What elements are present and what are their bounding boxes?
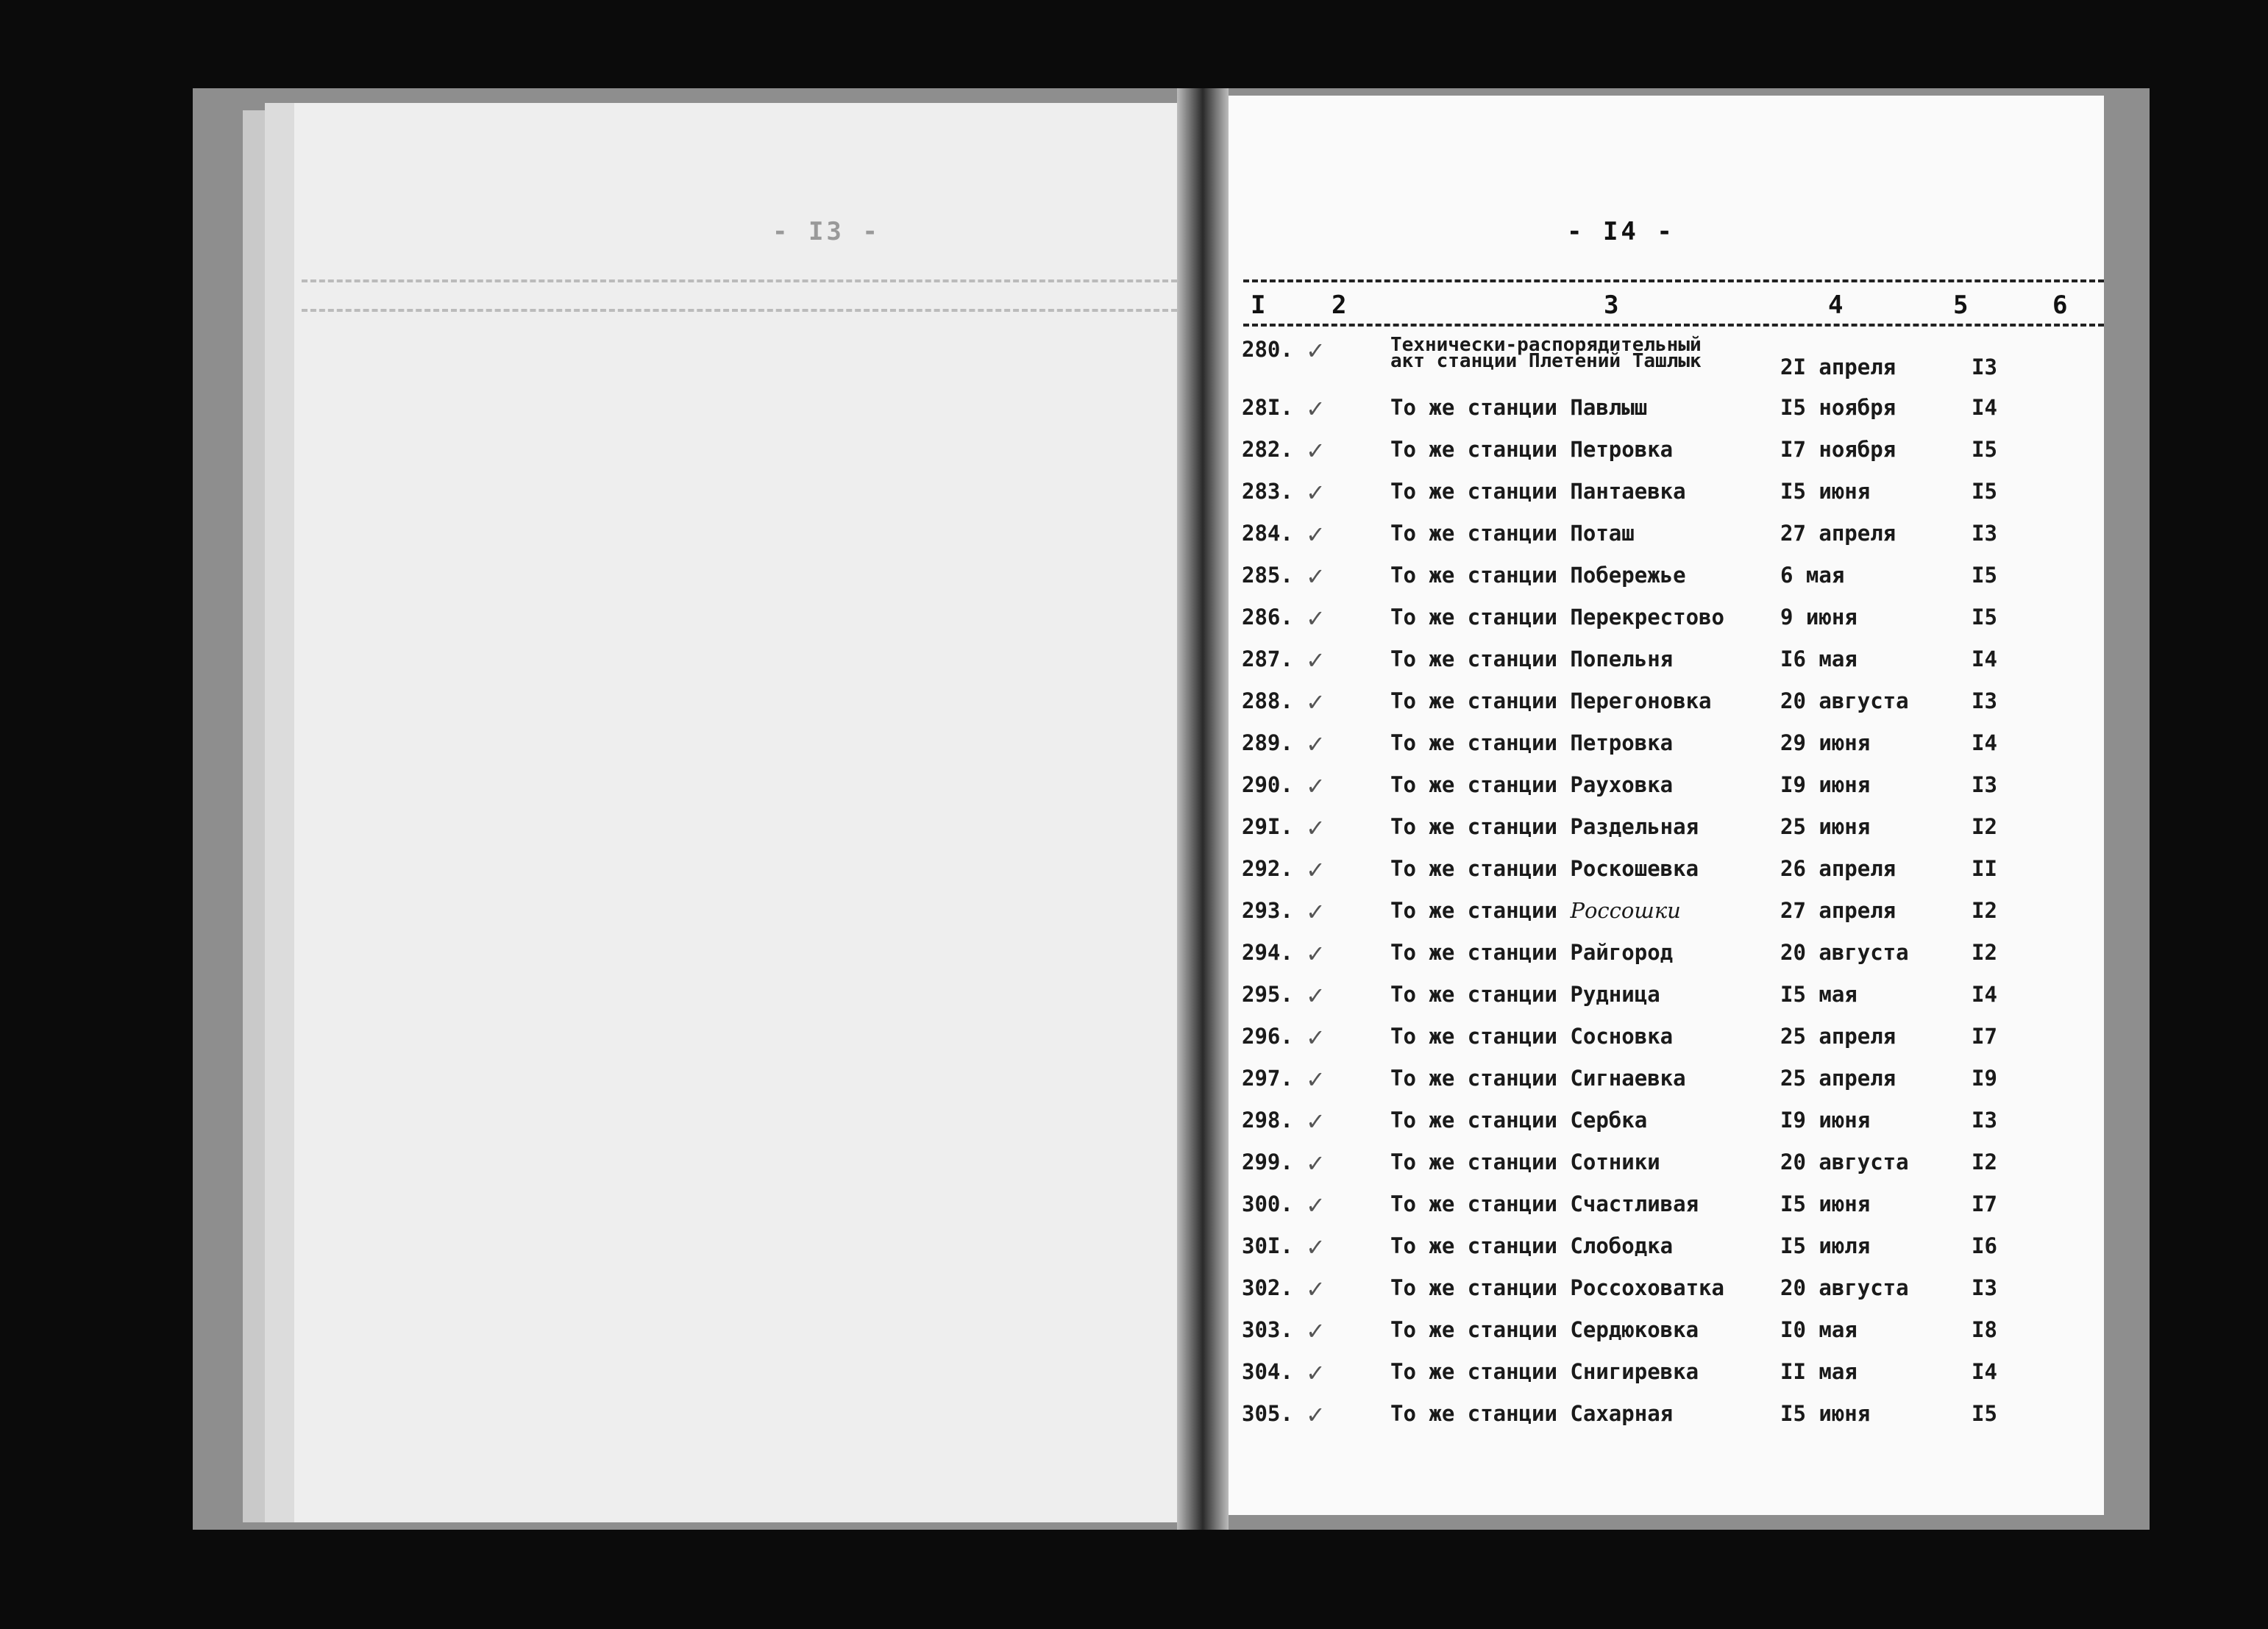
- entry-description: Технически-распорядительный акт станции Плетений Ташлык: [1390, 334, 1702, 372]
- entry-date: II мая: [1780, 1359, 1858, 1384]
- entry-description: То же станции Слободка: [1390, 1233, 1674, 1258]
- entry-date: 25 апреля: [1780, 1066, 1896, 1091]
- entry-date: I5 июня: [1780, 1401, 1871, 1426]
- checkmark-icon: ✓: [1306, 563, 1326, 591]
- entry-quantity: I3: [1972, 1275, 1997, 1300]
- entry-quantity: I2: [1972, 898, 1997, 923]
- entry-description: То же станции Счастливая: [1390, 1191, 1699, 1216]
- column-header-1: I: [1251, 290, 1266, 320]
- entry-number: 290.: [1242, 772, 1293, 797]
- table-row: [0, 856, 2268, 897]
- entry-description: То же станции Раздельная: [1390, 814, 1699, 839]
- entry-quantity: I2: [1972, 814, 1997, 839]
- entry-number: 294.: [1242, 940, 1293, 965]
- checkmark-icon: ✓: [1306, 856, 1326, 884]
- entry-number: 282.: [1242, 437, 1293, 462]
- table-row: [0, 1359, 2268, 1400]
- entry-number: 280.: [1242, 337, 1293, 362]
- entry-date: 25 июня: [1780, 814, 1871, 839]
- table-row: [0, 437, 2268, 478]
- checkmark-icon: ✓: [1306, 1149, 1326, 1177]
- table-row: [0, 688, 2268, 730]
- checkmark-icon: ✓: [1306, 1108, 1326, 1136]
- checkmark-icon: ✓: [1306, 898, 1326, 926]
- entry-date: 27 апреля: [1780, 898, 1896, 923]
- entry-number: 292.: [1242, 856, 1293, 881]
- checkmark-icon: ✓: [1306, 521, 1326, 549]
- table-row: [0, 1066, 2268, 1107]
- checkmark-icon: ✓: [1306, 688, 1326, 716]
- entry-number: 293.: [1242, 898, 1293, 923]
- checkmark-icon: ✓: [1306, 1191, 1326, 1219]
- entry-number: 295.: [1242, 982, 1293, 1007]
- entry-quantity: I8: [1972, 1317, 1997, 1342]
- table-row: [0, 940, 2268, 981]
- checkmark-icon: ✓: [1306, 1024, 1326, 1052]
- entry-quantity: I5: [1972, 437, 1997, 462]
- table-row: [0, 605, 2268, 646]
- entry-number: 304.: [1242, 1359, 1293, 1384]
- entry-description: То же станции Петровка: [1390, 437, 1674, 462]
- entry-description: То же станции Сигнаевка: [1390, 1066, 1686, 1091]
- entry-quantity: I3: [1972, 688, 1997, 713]
- entry-quantity: II: [1972, 856, 1997, 881]
- entry-date: 20 августа: [1780, 1149, 1909, 1174]
- entry-number: 288.: [1242, 688, 1293, 713]
- table-row: [0, 1191, 2268, 1233]
- entry-date: 2I апреля: [1780, 354, 1896, 379]
- entry-date: 20 августа: [1780, 688, 1909, 713]
- entry-number: 297.: [1242, 1066, 1293, 1091]
- entry-date: I5 мая: [1780, 982, 1858, 1007]
- entry-number: 286.: [1242, 605, 1293, 630]
- entry-number: 289.: [1242, 730, 1293, 755]
- entry-quantity: I5: [1972, 605, 1997, 630]
- entry-number: 303.: [1242, 1317, 1293, 1342]
- entry-number: 285.: [1242, 563, 1293, 588]
- entry-description: То же станции Пантаевка: [1390, 479, 1686, 504]
- column-header-5: 5: [1953, 290, 1969, 320]
- checkmark-icon: ✓: [1306, 1066, 1326, 1094]
- table-row: [0, 563, 2268, 604]
- table-row: [0, 814, 2268, 855]
- entry-number: 299.: [1242, 1149, 1293, 1174]
- entry-quantity: I7: [1972, 1024, 1997, 1049]
- entry-description: То же станции Побережье: [1390, 563, 1686, 588]
- entry-description: То же станции Сердюковка: [1390, 1317, 1699, 1342]
- table-row: [0, 521, 2268, 562]
- entry-number: 298.: [1242, 1108, 1293, 1133]
- entry-date: I6 мая: [1780, 646, 1858, 671]
- entry-date: I5 июня: [1780, 479, 1871, 504]
- table-row: [0, 646, 2268, 688]
- column-header-3: 3: [1604, 290, 1619, 320]
- table-row: [0, 1108, 2268, 1149]
- entry-number: 287.: [1242, 646, 1293, 671]
- right-header-rule: [1243, 279, 2104, 282]
- entry-description: То же станции Павлыш: [1390, 395, 1648, 420]
- entry-description: То же станции Сахарная: [1390, 1401, 1674, 1426]
- table-row: [0, 1317, 2268, 1358]
- table-row: [0, 479, 2268, 520]
- left-page-number: - I3 -: [772, 217, 881, 246]
- checkmark-icon: ✓: [1306, 395, 1326, 423]
- handwritten-station-name: Россошки: [1570, 898, 1681, 923]
- column-header-2: 2: [1332, 290, 1347, 320]
- entry-quantity: I4: [1972, 982, 1997, 1007]
- entry-description: То же станции Сосновка: [1390, 1024, 1674, 1049]
- entry-quantity: I9: [1972, 1066, 1997, 1091]
- entry-number: 296.: [1242, 1024, 1293, 1049]
- entry-quantity: I4: [1972, 395, 1997, 420]
- entry-date: 27 апреля: [1780, 521, 1896, 546]
- entry-number: 29I.: [1242, 814, 1293, 839]
- entry-quantity: I6: [1972, 1233, 1997, 1258]
- entry-date: 20 августа: [1780, 940, 1909, 965]
- entry-number: 302.: [1242, 1275, 1293, 1300]
- entry-date: I9 июня: [1780, 772, 1871, 797]
- entry-date: I5 июня: [1780, 1191, 1871, 1216]
- entry-description: То же станции Россоховатка: [1390, 1275, 1724, 1300]
- entry-quantity: I7: [1972, 1191, 1997, 1216]
- entry-quantity: I2: [1972, 940, 1997, 965]
- checkmark-icon: ✓: [1306, 605, 1326, 632]
- entry-description: То же станции Перегоновка: [1390, 688, 1712, 713]
- checkmark-icon: ✓: [1306, 1233, 1326, 1261]
- table-row: [0, 1401, 2268, 1442]
- entry-date: I0 мая: [1780, 1317, 1858, 1342]
- checkmark-icon: ✓: [1306, 1401, 1326, 1429]
- table-row: [0, 730, 2268, 771]
- checkmark-icon: ✓: [1306, 1317, 1326, 1345]
- checkmark-icon: ✓: [1306, 982, 1326, 1010]
- table-row: [0, 1024, 2268, 1065]
- entry-description: То же станции Рудница: [1390, 982, 1660, 1007]
- entry-description: То же станции Роскошевка: [1390, 856, 1699, 881]
- column-header-4: 4: [1828, 290, 1844, 320]
- checkmark-icon: ✓: [1306, 337, 1326, 365]
- table-row: [0, 982, 2268, 1023]
- table-row: [0, 1233, 2268, 1275]
- entry-quantity: I5: [1972, 479, 1997, 504]
- checkmark-icon: ✓: [1306, 1275, 1326, 1303]
- checkmark-icon: ✓: [1306, 814, 1326, 842]
- checkmark-icon: ✓: [1306, 646, 1326, 674]
- entry-date: 20 августа: [1780, 1275, 1909, 1300]
- entry-date: 6 мая: [1780, 563, 1845, 588]
- entry-quantity: I2: [1972, 1149, 1997, 1174]
- right-page-number: - I4 -: [1567, 217, 1675, 246]
- entry-number: 28I.: [1242, 395, 1293, 420]
- entry-date: 26 апреля: [1780, 856, 1896, 881]
- entry-number: 305.: [1242, 1401, 1293, 1426]
- checkmark-icon: ✓: [1306, 479, 1326, 507]
- entry-quantity: I4: [1972, 646, 1997, 671]
- entry-number: 284.: [1242, 521, 1293, 546]
- entry-quantity: I5: [1972, 563, 1997, 588]
- table-row: [0, 772, 2268, 813]
- entry-date: I5 ноября: [1780, 395, 1896, 420]
- entry-quantity: I3: [1972, 521, 1997, 546]
- entry-quantity: I3: [1972, 772, 1997, 797]
- entry-quantity: I4: [1972, 1359, 1997, 1384]
- left-header-rule-2: [302, 309, 1177, 312]
- entry-description: То же станции Сотники: [1390, 1149, 1660, 1174]
- table-row: [0, 898, 2268, 939]
- entry-quantity: I5: [1972, 1401, 1997, 1426]
- entry-description: То же станции Снигиревка: [1390, 1359, 1699, 1384]
- entry-date: 25 апреля: [1780, 1024, 1896, 1049]
- entry-number: 283.: [1242, 479, 1293, 504]
- entry-description: То же станции Попельня: [1390, 646, 1674, 671]
- entry-quantity: I3: [1972, 354, 1997, 379]
- entry-date: I5 июля: [1780, 1233, 1871, 1258]
- entry-number: 300.: [1242, 1191, 1293, 1216]
- entry-description: То же станции Россошки: [1390, 898, 1681, 923]
- entry-description: То же станции Петровка: [1390, 730, 1674, 755]
- entry-description: То же станции Райгород: [1390, 940, 1674, 965]
- entry-quantity: I4: [1972, 730, 1997, 755]
- table-row: [0, 395, 2268, 436]
- entry-description: То же станции Перекрестово: [1390, 605, 1724, 630]
- right-header-rule-2: [1243, 324, 2104, 327]
- checkmark-icon: ✓: [1306, 437, 1326, 465]
- left-header-rule: [302, 279, 1177, 282]
- entry-description: То же станции Сербка: [1390, 1108, 1648, 1133]
- checkmark-icon: ✓: [1306, 730, 1326, 758]
- entry-date: 29 июня: [1780, 730, 1871, 755]
- entry-date: I7 ноября: [1780, 437, 1896, 462]
- entry-description: То же станции Поташ: [1390, 521, 1635, 546]
- checkmark-icon: ✓: [1306, 772, 1326, 800]
- table-row: [0, 334, 2268, 379]
- checkmark-icon: ✓: [1306, 940, 1326, 968]
- table-row: [0, 1275, 2268, 1316]
- checkmark-icon: ✓: [1306, 1359, 1326, 1387]
- entry-quantity: I3: [1972, 1108, 1997, 1133]
- entry-date: 9 июня: [1780, 605, 1858, 630]
- entry-date: I9 июня: [1780, 1108, 1871, 1133]
- column-header-6: 6: [2052, 290, 2068, 320]
- table-row: [0, 1149, 2268, 1191]
- entry-description: То же станции Рауховка: [1390, 772, 1674, 797]
- entry-number: 30I.: [1242, 1233, 1293, 1258]
